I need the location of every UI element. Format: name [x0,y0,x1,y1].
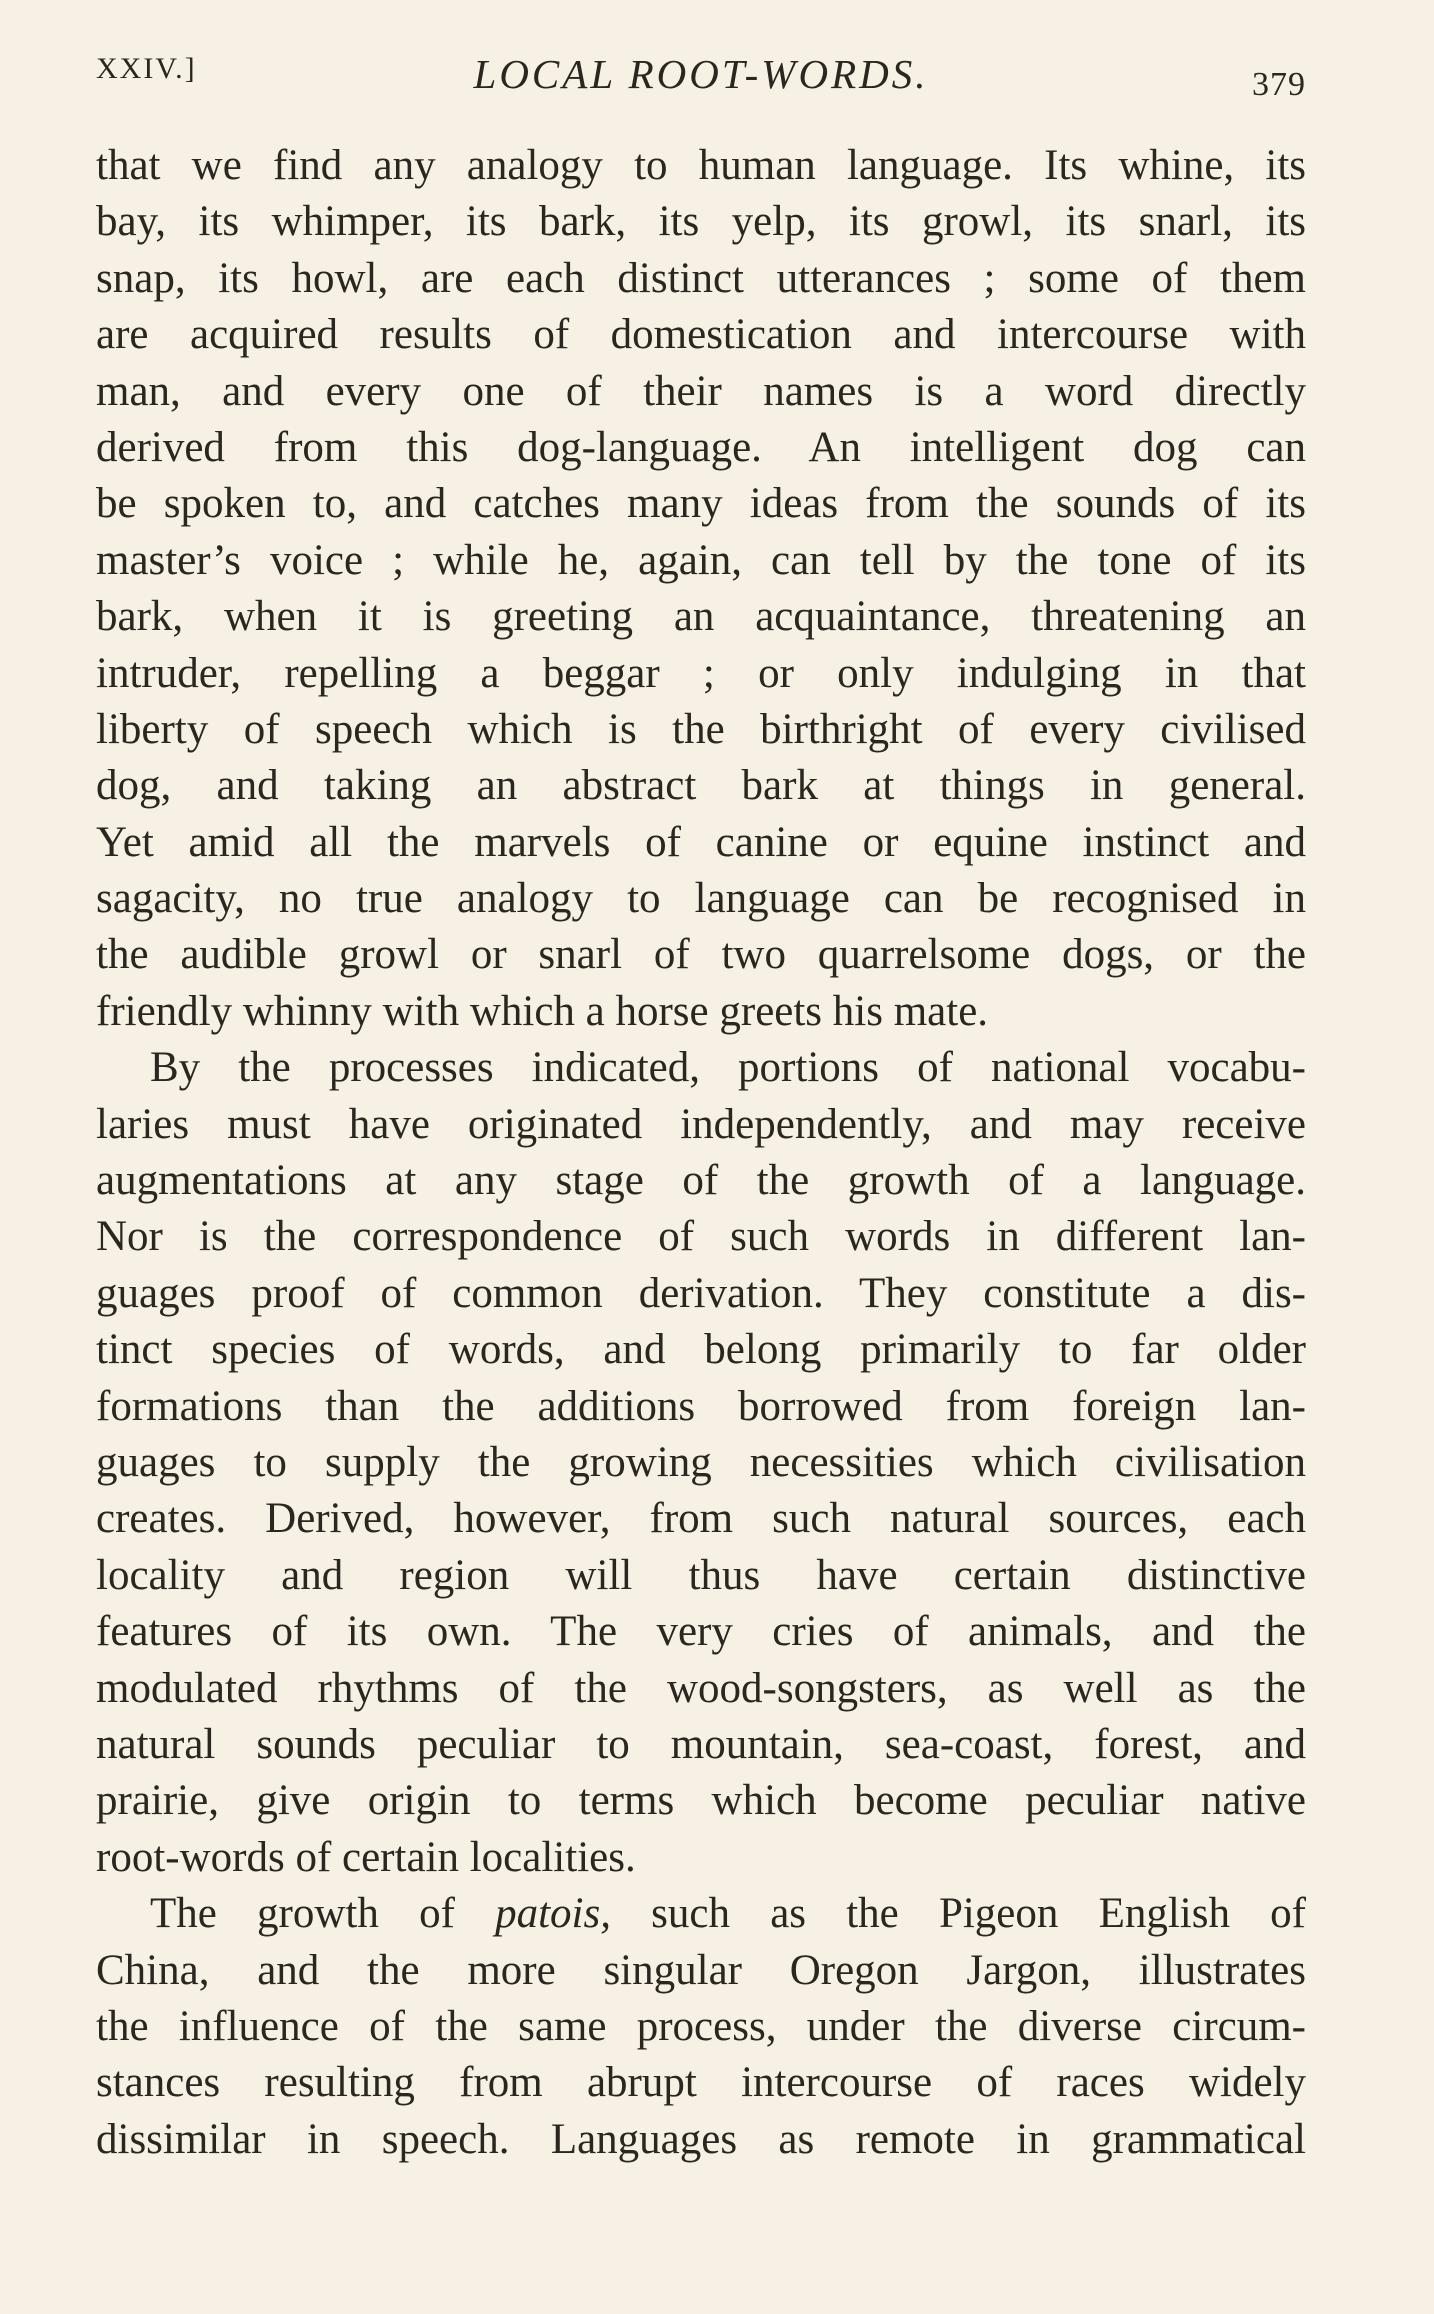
chapter-marker: XXIV.] [96,52,197,85]
running-title: LOCAL ROOT-WORDS. [473,51,929,97]
text-line: locality and region will thus have certain distinctive [96,1551,1306,1599]
text-line: intruder, repelling a beggar ; or only indulging in that [96,649,1306,697]
text-line: bay, its whimper, its bark, its yelp, its growl, its snarl, its [96,198,1306,246]
text-line: tinct species of words, and belong primarily to far older [96,1326,1306,1374]
text-segment: such as the Pigeon English of [610,1890,1306,1938]
running-head [96,52,1306,112]
text-line: creates. Derived, however, from such natural sources, each [96,1495,1306,1543]
text-line: prairie, give origin to terms which become peculiar native [96,1777,1306,1825]
text-line: guages to supply the growing necessities which civilisation [96,1438,1306,1486]
text-line: derived from this dog-language. An intelligent dog can [96,423,1306,471]
text-line: dissimilar in speech. Languages as remote in grammatical [96,2115,1306,2163]
text-line: Nor is the correspondence of such words in different lan- [96,1213,1306,1261]
text-line: augmentations at any stage of the growth of a language. [96,1157,1306,1205]
text-line: dog, and taking an abstract bark at things in general. [96,762,1306,810]
paragraph-start-line [96,1886,1306,1942]
page-number: 379 [1252,66,1306,103]
text-line: modulated rhythms of the wood-songsters, as well as the [96,1664,1306,1712]
text-line: features of its own. The very cries of animals, and the [96,1608,1306,1656]
text-line: liberty of speech which is the birthright of every civilised [96,705,1306,753]
text-line: stances resulting from abrupt intercourse of races widely [96,2059,1306,2107]
text-line: be spoken to, and catches many ideas from the sounds of its [96,480,1306,528]
text-line: formations than the additions borrowed from foreign lan- [96,1382,1306,1430]
text-segment: The growth of [150,1890,496,1938]
text-line: the audible growl or snarl of two quarrelsome dogs, or the [96,931,1306,979]
text-line: master’s voice ; while he, again, can tell by the tone of its [96,536,1306,584]
text-line: the influence of the same process, under the diverse circum- [96,2002,1306,2050]
text-line: that we find any analogy to human language. Its whine, its [96,142,1306,189]
text-line: natural sounds peculiar to mountain, sea-coast, forest, and [96,1720,1306,1768]
body-text [96,138,1306,2168]
text-line: snap, its howl, are each distinct utterances ; some of them [96,254,1306,302]
text-line: China, and the more singular Oregon Jargon, illustrates [96,1946,1306,1994]
paragraph-start-line: By the processes indicated, portions of national vocabu- [150,1044,1306,1092]
text-line: guages proof of common derivation. They constitute a dis- [96,1269,1306,1317]
paragraph-end-line: friendly whinny with which a horse greets his mate. [96,987,989,1035]
text-line: sagacity, no true analogy to language can be recognised in [96,875,1306,923]
text-line: laries must have originated independently, and may receive [96,1100,1306,1148]
text-line: Yet amid all the marvels of canine or equine instinct and [96,818,1306,866]
text-line: are acquired results of domestication and intercourse with [96,311,1306,359]
italic-term: patois, [495,1890,611,1938]
text-line: man, and every one of their names is a word directly [96,367,1306,415]
paragraph-end-line: root-words of certain localities. [96,1833,636,1881]
text-line: bark, when it is greeting an acquaintance, threatening an [96,593,1306,641]
